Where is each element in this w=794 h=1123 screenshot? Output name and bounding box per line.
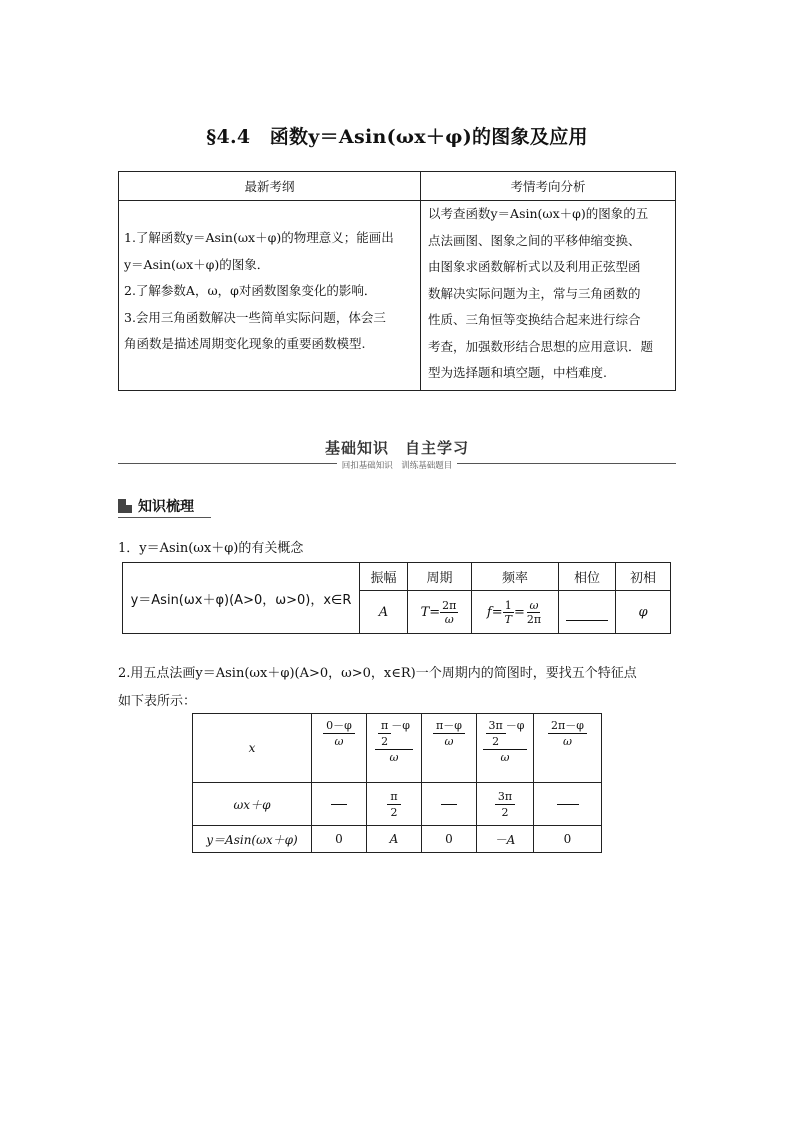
five-point-table	[192, 713, 602, 853]
x-minus-phi: －φ	[391, 719, 410, 732]
wx-blank-3	[441, 804, 457, 805]
wx-3pi-bot: 2	[501, 805, 509, 819]
analysis-line: 性质、三角恒等变换结合起来进行综合	[428, 312, 641, 327]
x-3pi-bot: 2	[492, 735, 500, 748]
amplitude-value: A	[360, 591, 408, 634]
x-cell-5	[534, 714, 602, 783]
syllabus-outline-cell	[119, 201, 421, 391]
x-fraction-4	[483, 718, 528, 765]
section-subtitle-text: 回扣基础知识 训练基础题目	[337, 461, 458, 471]
row-label-x: x	[193, 714, 312, 783]
x-fraction-1	[323, 718, 355, 749]
freq-lhs: f=	[486, 604, 503, 620]
freq-fraction-2	[525, 599, 543, 626]
freq-num-2: ω	[529, 598, 539, 612]
x-pi-bot: 2	[381, 735, 389, 748]
wx-cell-5	[534, 783, 602, 826]
x-minus-phi-2: －φ	[505, 719, 525, 732]
wx-pi-bot: 2	[390, 805, 398, 819]
knowledge-heading: 知识梳理	[138, 499, 194, 515]
freq-fraction-1	[503, 599, 514, 626]
wx-cell-1	[312, 783, 367, 826]
outline-line: 3.会用三角函数解决一些简单实际问题，体会三	[124, 309, 386, 325]
analysis-line: 由图象求函数解析式以及利用正弦型函	[428, 259, 641, 274]
period-fraction	[440, 599, 458, 626]
x-fraction-2	[375, 718, 413, 765]
outline-line: 角函数是描述周期变化现象的重要函数模型.	[124, 336, 366, 351]
analysis-line: 数解决实际问题为主，常与三角函数的	[428, 285, 641, 301]
analysis-line: 考查，加强数形结合思想的应用意识．题	[428, 338, 654, 354]
analysis-line: 以考查函数y＝Asin(ωx＋φ)的图象的五	[428, 206, 649, 221]
header-phase: 相位	[559, 563, 616, 591]
row-label-y: y＝Asin(ωx＋φ)	[193, 826, 312, 853]
freq-den-2: 2π	[526, 612, 542, 626]
outline-line: 1.了解函数y＝Asin(ωx＋φ)的物理意义；能画出	[124, 230, 394, 245]
x-den-3: ω	[444, 735, 454, 748]
item-2-text	[118, 660, 678, 716]
x-den-5: ω	[563, 735, 572, 748]
y-cell-1: 0	[312, 826, 367, 853]
item-2-line-1: 2.用五点法画y＝Asin(ωx＋φ)(A>0，ω>0，x∈R)一个周期内的简图时，要找五个特征点	[118, 666, 637, 681]
concept-row-label: y＝Asin(ωx＋φ)(A>0，ω>0)，x∈R	[123, 563, 360, 634]
x-den-4: ω	[500, 751, 510, 764]
section-title: 基础知识 自主学习	[324, 439, 469, 457]
wx-3pi-top: 3π	[495, 789, 515, 805]
period-numerator: 2π	[442, 598, 457, 612]
analysis-line: 点法画图、图象之间的平移伸缩变换、	[428, 232, 641, 248]
concept-table	[122, 562, 671, 634]
syllabus-table	[118, 171, 676, 391]
header-initial-phase: 初相	[616, 563, 671, 591]
x-cell-4	[477, 714, 534, 783]
wx-pi-top: π	[387, 789, 400, 805]
header-period: 周期	[408, 563, 472, 591]
x-den-1: ω	[334, 735, 344, 748]
x-cell-1	[312, 714, 367, 783]
analysis-line: 型为选择题和填空题，中档难度.	[428, 365, 607, 380]
outline-line: y＝Asin(ωx＋φ)的图象．	[124, 256, 270, 272]
x-num-3: π－φ	[433, 718, 465, 734]
freq-eq: =	[513, 604, 525, 620]
x-den-2: ω	[389, 751, 399, 764]
y-cell-3: 0	[422, 826, 477, 853]
wx-blank-5	[557, 804, 579, 805]
x-num-5: 2π－φ	[548, 718, 587, 734]
syllabus-analysis-cell	[421, 201, 676, 391]
x-fraction-5	[548, 718, 587, 749]
row-label-wx-phi: ωx＋φ	[193, 783, 312, 826]
knowledge-square-icon	[118, 499, 132, 513]
freq-num-1: 1	[504, 598, 512, 612]
y-cell-4: －A	[477, 826, 534, 853]
y-cell-5: 0	[534, 826, 602, 853]
wx-cell-2	[367, 783, 422, 826]
frequency-formula	[472, 591, 559, 634]
x-3pi-top: 3π	[486, 718, 506, 734]
period-lhs: T=	[420, 604, 441, 620]
wx-cell-3	[422, 783, 477, 826]
x-3pi-half	[486, 718, 506, 749]
x-cell-2	[367, 714, 422, 783]
x-num-1: 0－φ	[323, 718, 355, 734]
x-num-4	[483, 718, 528, 750]
period-formula	[408, 591, 472, 634]
knowledge-underline	[118, 517, 211, 518]
phase-blank-cell	[559, 591, 616, 634]
page-title: §4.4 函数y＝Asin(ωx＋φ)的图象及应用	[206, 126, 588, 148]
wx-pi-half	[387, 789, 400, 820]
header-amplitude: 振幅	[360, 563, 408, 591]
syllabus-header-analysis: 考情考向分析	[421, 172, 676, 201]
item-1-text: 1．y＝Asin(ωx＋φ)的有关概念	[118, 541, 304, 556]
x-pi-half	[378, 718, 391, 749]
wx-3pi-half	[495, 789, 515, 820]
phase-blank	[566, 604, 608, 621]
initial-phase-value: φ	[616, 591, 671, 634]
x-cell-3	[422, 714, 477, 783]
x-pi-top: π	[378, 718, 391, 734]
item-2-line-2: 如下表所示：	[118, 694, 197, 709]
header-frequency: 频率	[472, 563, 559, 591]
y-cell-2: A	[367, 826, 422, 853]
syllabus-header-outline: 最新考纲	[119, 172, 421, 201]
x-num-2	[375, 718, 413, 750]
x-fraction-3	[433, 718, 465, 749]
outline-line: 2.了解参数A，ω，φ对函数图象变化的影响．	[124, 283, 377, 298]
wx-blank-1	[331, 804, 347, 805]
period-denominator: ω	[444, 612, 454, 626]
wx-cell-4	[477, 783, 534, 826]
section-subtitle	[0, 459, 794, 471]
freq-den-1: T	[504, 612, 512, 626]
